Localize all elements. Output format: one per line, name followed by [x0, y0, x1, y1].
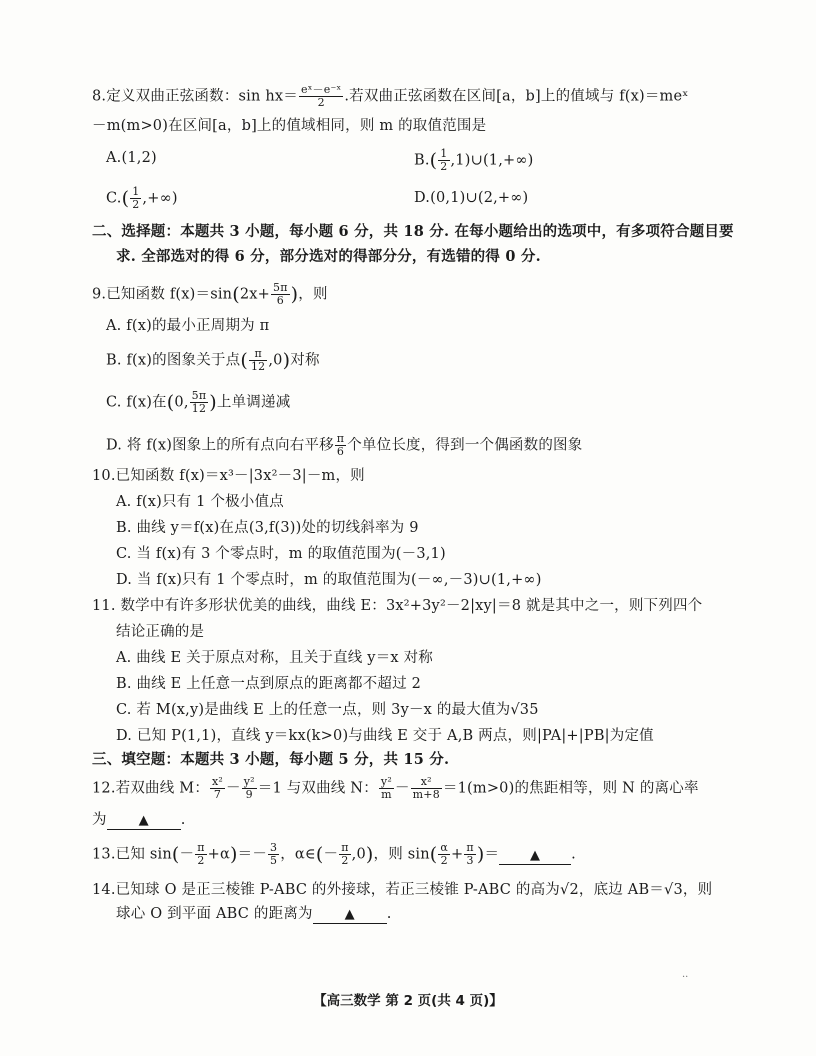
q8-option-c: C.( $\frac{1}{2}$ ,+∞)	[106, 185, 178, 211]
q11-option-b: B. 曲线 E 上任意一点到原点的距离都不超过 2	[116, 676, 422, 692]
q10-option-b: B. 曲线 y＝f(x)在点(3,f(3))处的切线斜率为 9	[116, 520, 419, 536]
q14-line1: 14.已知球 O 是正三棱锥 P-ABC 的外接球，若正三棱锥 P-ABC 的高为√2，底边 AB＝√3，则	[92, 882, 713, 898]
q8-option-d: D.(0,1)∪(2,+∞)	[414, 190, 529, 206]
q14-line2: 球心 O 到平面 ABC 的距离为 ▲ .	[116, 906, 392, 922]
q12-line2: 为 ▲ .	[92, 812, 186, 828]
q10-option-d: D. 当 f(x)只有 1 个零点时，m 的取值范围为(－∞,－3)∪(1,+∞)	[116, 572, 542, 588]
section2-heading-line1: 二、选择题：本题共 3 小题，每小题 6 分，共 18 分. 在每小题给出的选项中，有多项符合题目要	[92, 223, 734, 240]
q8-option-a: A.(1,2)	[106, 150, 157, 166]
q10-option-c: C. 当 f(x)有 3 个零点时，m 的取值范围为(－3,1)	[116, 546, 446, 562]
q11-option-a: A. 曲线 E 关于原点对称，且关于直线 y＝x 对称	[116, 650, 433, 666]
q11-stem-line2: 结论正确的是	[116, 624, 205, 640]
triangle-icon: ▲	[138, 813, 149, 828]
q8-option-b: B.( $\frac{1}{2}$ ,1)∪(1,+∞)	[414, 147, 534, 173]
q8-fraction: $\frac{\text{eˣ－e⁻ˣ}}{2}$	[300, 83, 342, 109]
q10-stem: 10.已知函数 f(x)＝x³－|3x²－3|－m，则	[92, 468, 365, 484]
q10-option-a: A. f(x)只有 1 个极小值点	[116, 494, 284, 510]
q13-answer-blank[interactable]	[499, 847, 571, 865]
section2-heading-line2: 求. 全部选对的得 6 分，部分选对的得部分分，有选错的得 0 分.	[116, 248, 541, 265]
q9-option-c: C. f(x)在(0, $\frac{5\pi}{12}$ )上单调递减	[106, 389, 291, 415]
q8-line1	[92, 84, 689, 109]
q9-option-d: D. 将 f(x)图象上的所有点向右平移 $\frac{\pi}{6}$ 个单位长度，得到一个偶函数的图象	[106, 432, 583, 458]
triangle-icon: ▲	[530, 847, 541, 863]
q8-text-a: 8.定义双曲正弦函数：sin hx＝	[92, 88, 298, 105]
q9-option-a: A. f(x)的最小正周期为 π	[106, 318, 270, 334]
q9-option-b: B. f(x)的图象关于点( $\frac{\pi}{12}$ ,0)对称	[106, 347, 320, 373]
q11-stem-line1: 11. 数学中有许多形状优美的曲线，曲线 E：3x²+3y²－2|xy|＝8 就是其中之一，则下列四个	[92, 598, 703, 614]
triangle-icon: ▲	[344, 907, 355, 922]
q8-text-b: .若双曲正弦函数在区间[a，b]上的值域与 f(x)＝meˣ	[344, 88, 689, 105]
q14-answer-blank[interactable]	[313, 906, 387, 924]
q12-line1: 12.若双曲线 M： $\frac{\text{x²}}{7}$ － $\frac{\text{y²}}{9}$ ＝1 与双曲线 N： $\frac{\text{y²}}{m}$ － $\frac{\text{x²}}{m+8}$ ＝1(m>0)的焦距相等，则 N 的离心率	[92, 775, 699, 801]
q12-answer-blank[interactable]	[107, 812, 181, 830]
q13-line: 13.已知 sin(－ $\frac{\pi}{2}$ +α)＝－ $\frac{3}{5}$ ，α∈(－ $\frac{\pi}{2}$ ,0)，则 sin( $\frac{\alpha}{2}$ + $\frac{\pi}{3}$ )＝ ▲ .	[92, 841, 576, 867]
q8-line2: －m(m>0)在区间[a，b]上的值域相同，则 m 的取值范围是	[92, 118, 487, 134]
q11-option-d: D. 已知 P(1,1)，直线 y＝kx(k>0)与曲线 E 交于 A,B 两点，则|PA|+|PB|为定值	[116, 728, 654, 744]
corner-mark: ··	[682, 972, 689, 983]
q11-option-c: C. 若 M(x,y)是曲线 E 上的任意一点，则 3y－x 的最大值为√35	[116, 702, 539, 718]
page-footer: 【高三数学 第 2 页(共 4 页)】	[313, 993, 503, 1009]
q9-stem: 9.已知函数 f(x)＝sin(2x+ $\frac{5\pi}{6}$ )，则	[92, 281, 328, 307]
section3-heading: 三、填空题：本题共 3 小题，每小题 5 分，共 15 分.	[92, 751, 450, 768]
